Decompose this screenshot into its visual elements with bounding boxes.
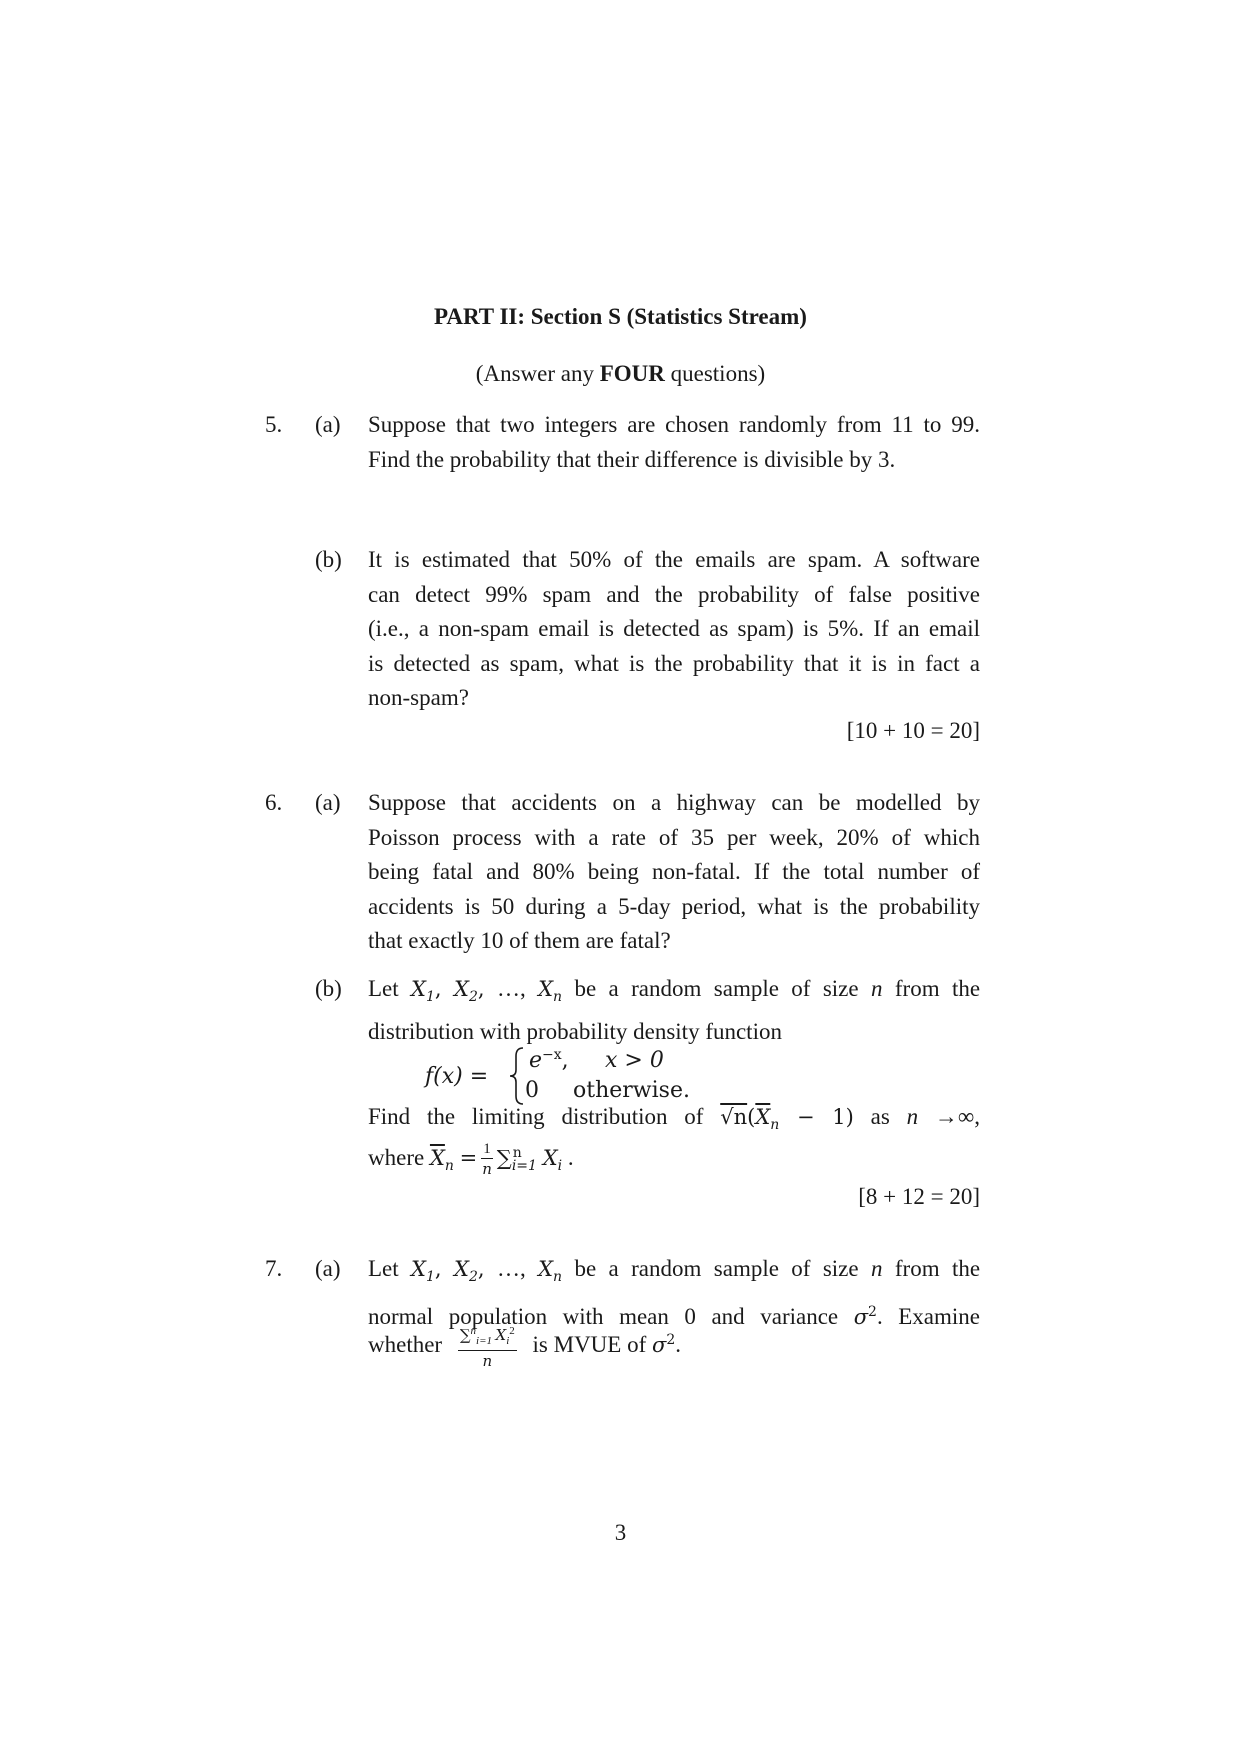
mvue-statement: whether $\frac{\sum^n_{i=1} X_i^2}{n}$ is MVUE of $\sigma^2$.	[368, 1322, 980, 1371]
page-number: 3	[614, 1520, 627, 1545]
question-7-number: 7.	[265, 1256, 283, 1281]
left-brace-icon	[507, 1046, 527, 1106]
question-5b-text: It is estimated that 50% of the emails are spam. A software can detect 99% spam and the probability of false positive (i.e., a non-spam email is detected as spam) is 5%. If an email is detected as spam, what is the probability that it is in fact a non-spam?	[368, 547, 980, 711]
limiting-distribution-text: Find the limiting distribution of $√n(\overline{X}_n - 1)$ as n →∞,	[368, 1104, 981, 1133]
question-5-number: 5.	[265, 412, 283, 437]
section-heading: PART II: Section S (Statistics Stream)	[434, 304, 807, 329]
question-6a-text: Suppose that accidents on a highway can be modelled by Poisson process with a rate of 35 per week, 20% of which being fatal and 80% being non-fatal. If the total number of accidents is 50 during a 5-day period, what is the probability that exactly 10 of them are fatal?	[368, 790, 980, 954]
question-7a-label: (a)	[315, 1256, 341, 1281]
question-6b-label: (b)	[315, 976, 342, 1001]
question-5a-label: (a)	[315, 412, 341, 437]
instructions: (Answer any FOUR questions)	[475, 361, 766, 386]
question-5b-label: (b)	[315, 547, 342, 572]
question-6-marks: [8 + 12 = 20]	[858, 1184, 980, 1209]
question-5a-text: Suppose that two integers are chosen randomly from 11 to 99. Find the probability that their difference is divisible by 3.	[368, 412, 980, 472]
question-7a-text: Let $X_1$, $X_2$, …, $X_n$ be a random sample of size n from the normal population with mean 0 and variance $\sigma^2$. Examine	[368, 1256, 981, 1329]
question-6b-text: Let $X_1$, $X_2$, …, $X_n$ be a random sample of size n from the distribution with probability density function	[368, 976, 981, 1044]
sample-mean-definition: where $\overline{X}_n$ = $\frac{1}{n}$ ∑$^n_{i=1}$ $X_i$ .	[368, 1141, 574, 1179]
question-6-number: 6.	[265, 790, 283, 815]
question-6a-label: (a)	[315, 790, 341, 815]
question-5-marks: [10 + 10 = 20]	[846, 718, 980, 743]
